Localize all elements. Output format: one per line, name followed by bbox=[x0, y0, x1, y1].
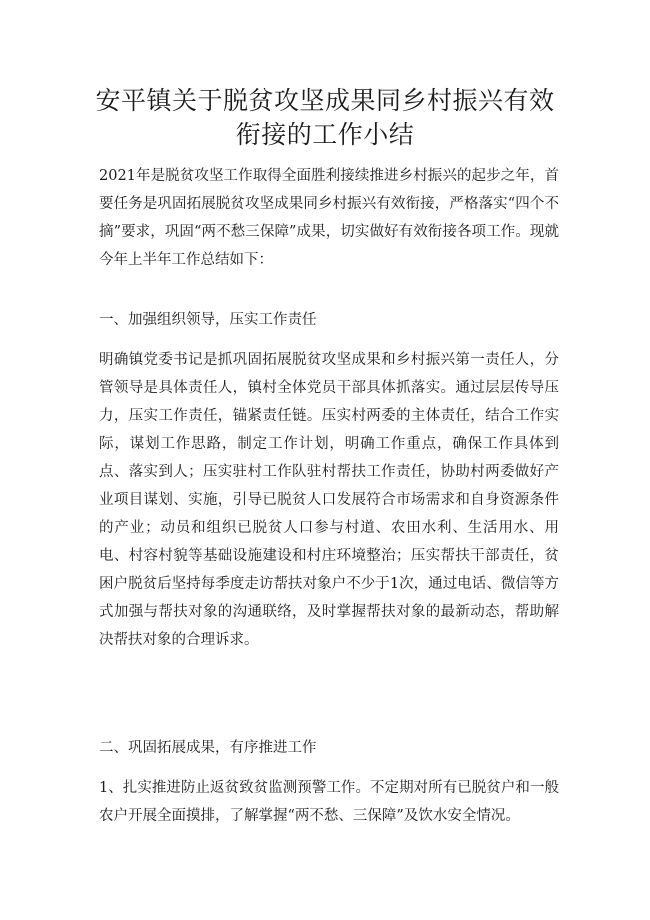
section-heading-1: 一、加强组织领导，压实工作责任 bbox=[99, 312, 317, 328]
intro-paragraph: 2021年是脱贫攻坚工作取得全面胜利接续推进乡村振兴的起步之年，首要任务是巩固拓展脱贫攻坚成果同乡村振兴有效衔接，严格落实“四个不摘”要求，巩固“两不愁三保障”成果，切实做好有效衔接各项工作。现就今年上半年工作总结如下： bbox=[99, 168, 559, 268]
section-heading-2: 二、巩固拓展成果，有序推进工作 bbox=[99, 740, 317, 756]
section-paragraph-2: 1、扎实推进防止返贫致贫监测预警工作。不定期对所有已脱贫户和一般农户开展全面摸排，了解掌握“两不愁、三保障”及饮水安全情况。 bbox=[99, 780, 559, 824]
document-title-line-1: 安平镇关于脱贫攻坚成果同乡村振兴有效 bbox=[95, 86, 555, 115]
section-paragraph-1: 明确镇党委书记是抓巩固拓展脱贫攻坚成果和乡村振兴第一责任人，分管领导是具体责任人，镇村全体党员干部具体抓落实。通过层层传导压力，压实工作责任，锚紧责任链。压实村两委的主体责任，结合工作实际，谋划工作思路，制定工作计划，明确工作重点，确保工作具体到点、落实到人；压实驻村工作队驻村帮扶工作责任，协助村两委做好产业项目谋划、实施，引导已脱贫人口发展符合市场需求和自身资源条件的产业；动员和组织已脱贫人口参与村道、农田水利、生活用水、用电、村容村貌等基础设施建设和村庄环境整治；压实帮扶干部责任，贫困户脱贫后坚持每季度走访帮扶对象户不少于1次，通过电话、微信等方式加强与帮扶对象的沟通联络，及时掌握帮扶对象的最新动态，帮助解决帮扶对象的合理诉求。 bbox=[99, 352, 559, 648]
document-title-line-2: 衔接的工作小结 bbox=[235, 120, 415, 149]
